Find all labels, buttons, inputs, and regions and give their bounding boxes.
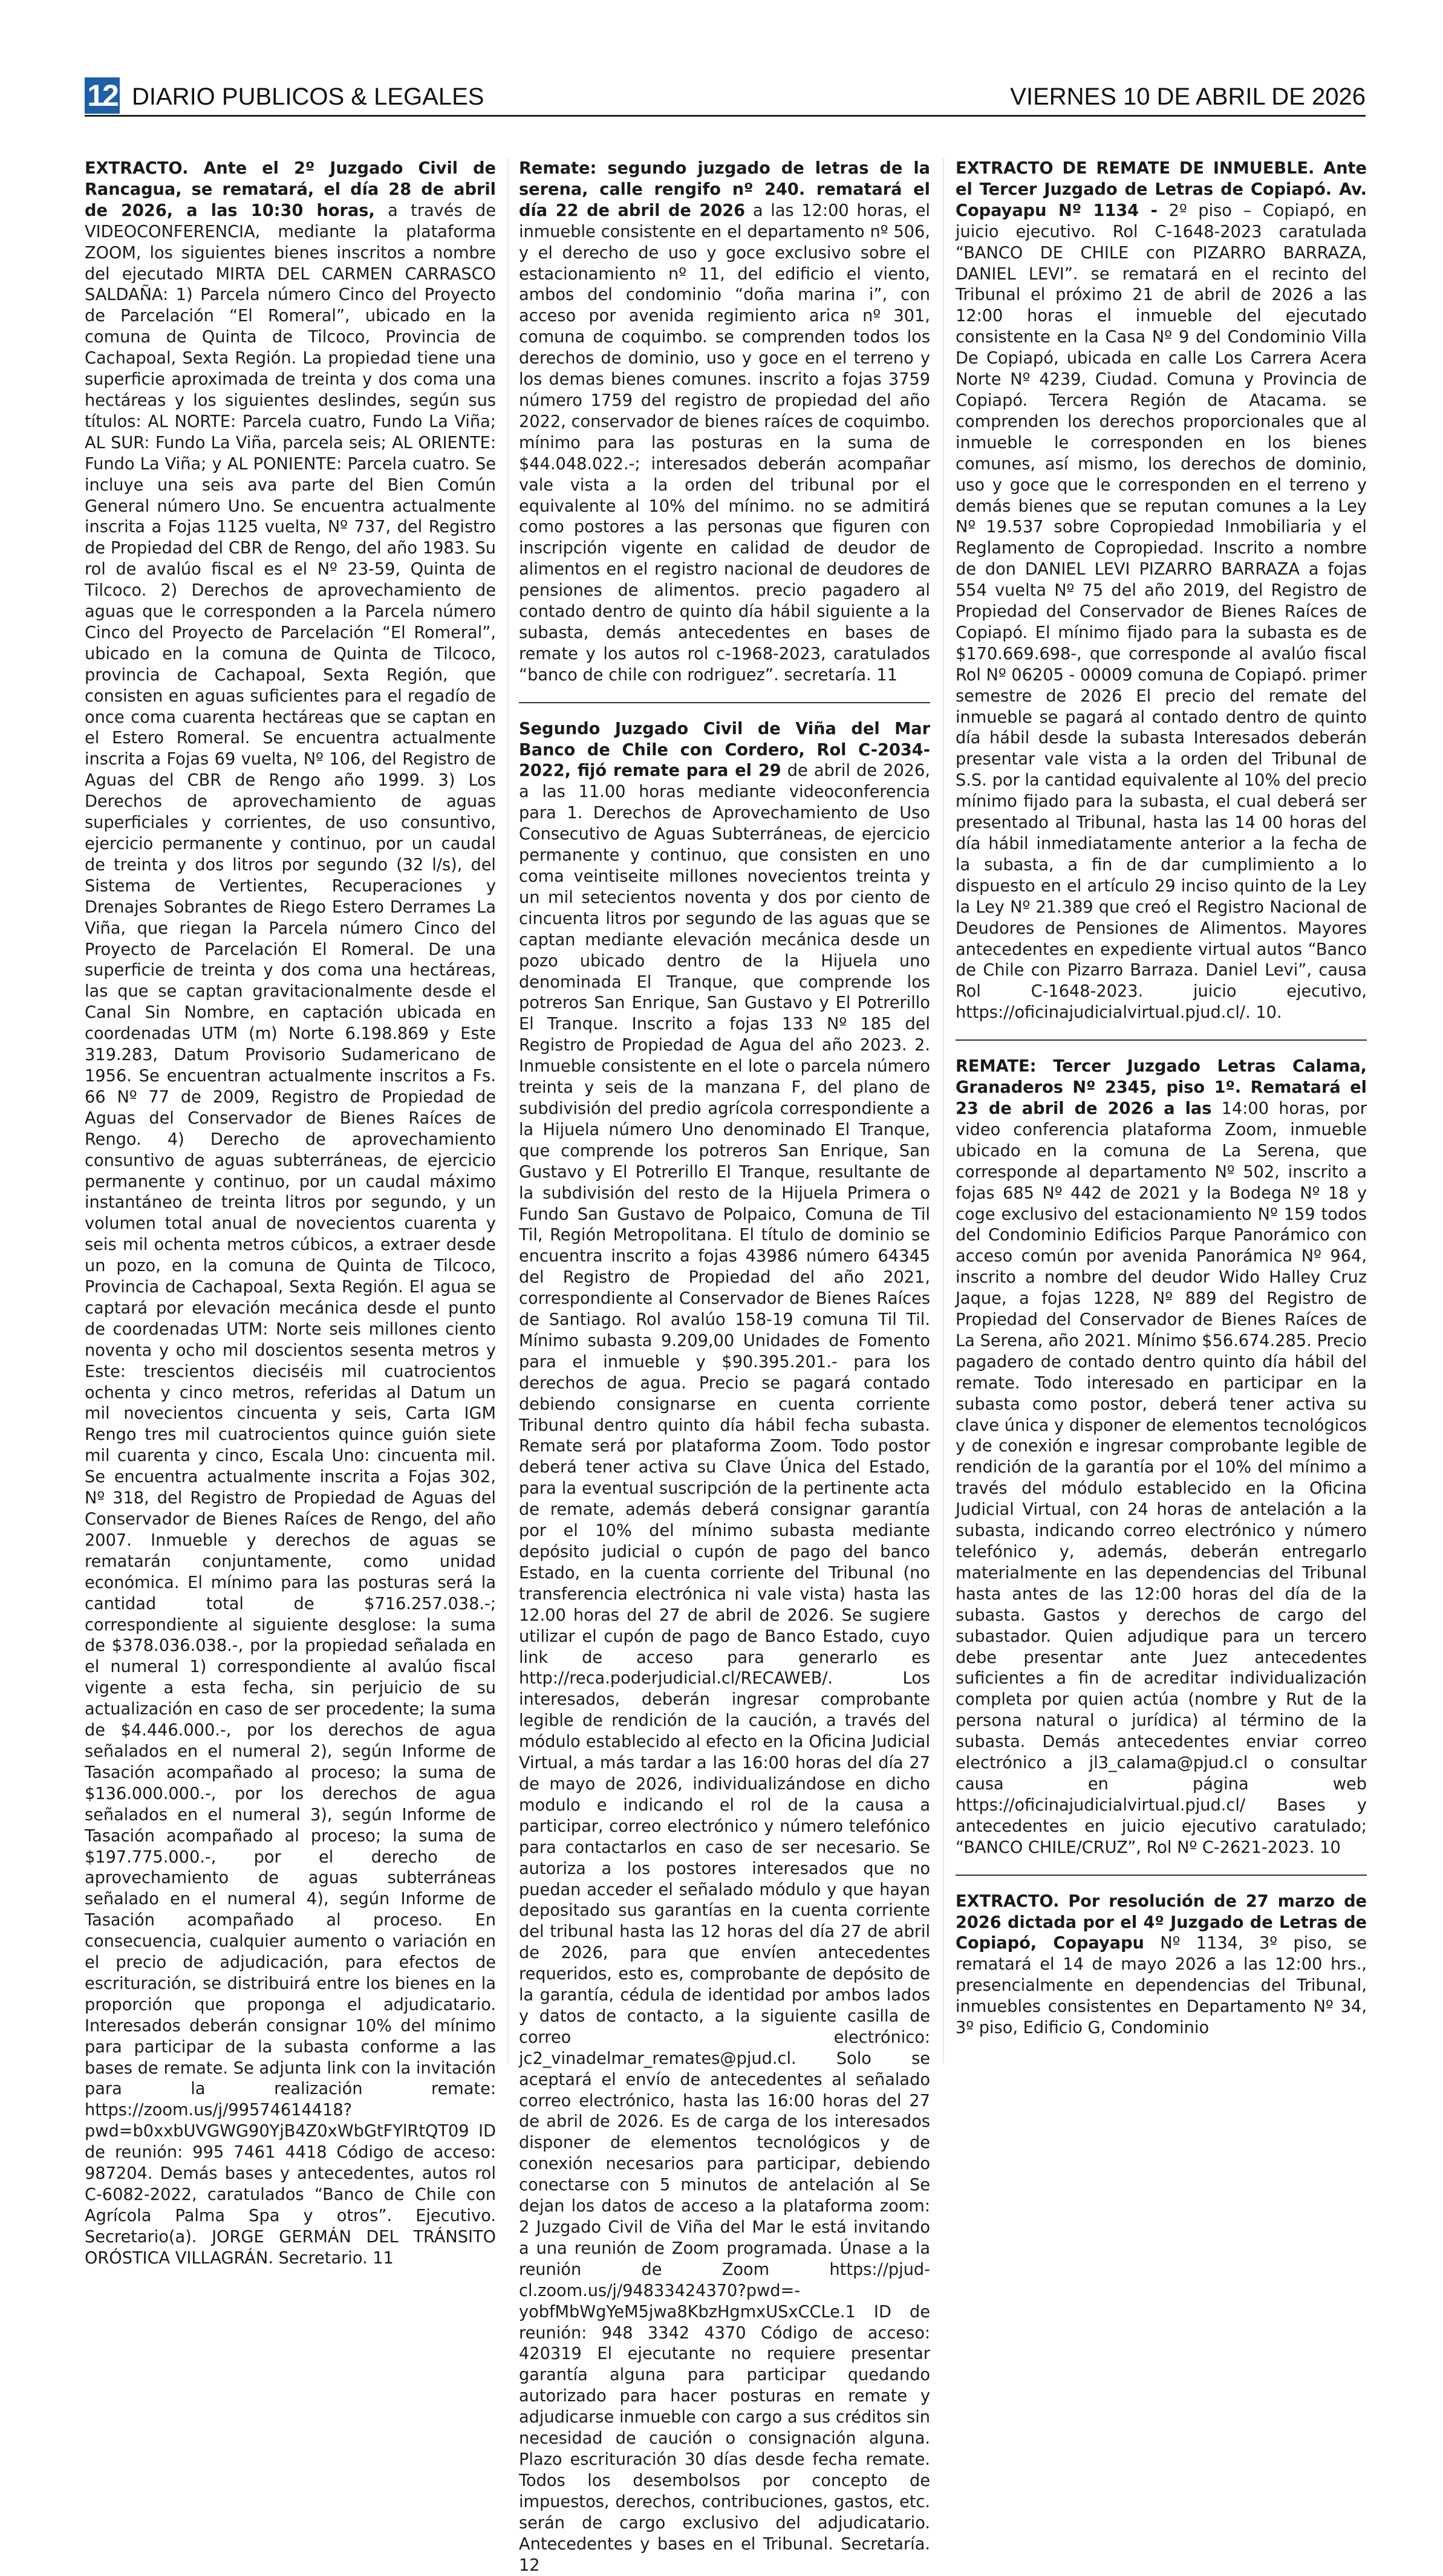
column-divider bbox=[507, 158, 509, 2063]
column-divider bbox=[943, 158, 944, 2063]
notice-body: 14:00 horas, por video conferencia plataforma Zoom, inmueble ubicado en la comuna de La Serena, que corresponde al departamento Nº 502, inscrito a fojas 685 Nº 442 de 2021 y la Bodega Nº 18 y coge exclusivo del estacionamiento Nº 159 todos del Condominio Edificios Parque Panorámico con acceso común por avenida Panorámica Nº 964, inscrito a nombre del deudor Wido Halley Cruz Jaque, a fojas 1228, Nº 889 del Registro de Propiedad del Conservador de Bienes Raíces de La Serena, año 2021. Mínimo $56.674.285. Precio pagadero de contado dentro quinto día hábil del remate. Todo interesado en participar en la subasta como postor, deberá tener activa su clave única y disponer de elementos tecnológicos y de conexión e ingresar comprobante legible de rendición de la garantía por el 10% del mínimo a través del módulo establecido en la Oficina Judicial Virtual, con 24 horas de antelación a la subasta, indicando correo electrónico y número telefónico y, además, deberán entregarlo materialmente en las dependencias del Tribunal hasta antes de las 12:00 horas del día de la subasta. Gastos y derechos de cargo del subastador. Quien adjudique para un tercero debe presentar ante Juez antecedentes suficientes a fin de acreditar individualización completa por quien actúa (nombre y Rut de la persona natural o jurídica) al término de la subasta. Demás antecedentes enviar correo electrónico a jl3_calama@pjud.cl o consultar causa en página web https://oficinajudicialvirtual.pjud.cl/ Bases y antecedentes en juicio ejecutivo caratulado; “BANCO CHILE/CRUZ”, Rol Nº C-2621-2023. 10 bbox=[956, 1099, 1367, 1857]
publication-date: VIERNES 10 DE ABRIL DE 2026 bbox=[1010, 83, 1366, 110]
column-1 bbox=[85, 158, 496, 2268]
publication-title: DIARIO PUBLICOS & LEGALES bbox=[132, 83, 484, 110]
column-2 bbox=[519, 158, 930, 2575]
legal-notice bbox=[519, 719, 930, 2576]
legal-notice bbox=[956, 1891, 1367, 2039]
notice-divider bbox=[519, 702, 930, 703]
legal-notice bbox=[519, 158, 930, 686]
page-number: 12 bbox=[85, 77, 120, 114]
notice-body: Nº 1134, 3º piso, se rematará el 14 de mayo 2026 a las 12:00 hrs., presencialmente en dependencias del Tribunal, inmuebles consistentes en Departamento Nº 34, 3º piso, Edificio G, Condominio bbox=[956, 1934, 1367, 2038]
notice-heading: EXTRACTO DE REMATE DE INMUEBLE. Ante el Tercer Juzgado de Letras de Copiapó. Av. Copayapu Nº 1134 - bbox=[956, 159, 1367, 220]
column-3 bbox=[956, 158, 1367, 2075]
notice-body: 2º piso – Copiapó, en juicio ejecutivo. Rol C-1648-2023 caratulada “BANCO DE CHILE con PIZARRO BARRAZA, DANIEL LEVI”. se rematará en el recinto del Tribunal el próximo 21 de abril de 2026 a las 12:00 horas el inmueble del ejecutado consistente en la Casa Nº 9 del Condominio Villa De Copiapó, ubicada en calle Los Carrera Acera Norte Nº 4239, Ciudad. Comuna y Provincia de Copiapó. Tercera Región de Atacama. se comprenden los derechos proporcionales que al inmueble le corresponden en los bienes comunes, así mismo, los derechos de dominio, uso y goce que le corresponden en el terreno y demás bienes que se reputan comunes a la Ley Nº 19.537 sobre Copropiedad Inmobiliaria y el Reglamento de Copropiedad. Inscrito a nombre de don DANIEL LEVI PIZARRO BARRAZA a fojas 554 vuelta Nº 75 del año 2019, del Registro de Propiedad del Conservador de Bienes Raíces de Copiapó. El mínimo fijado para la subasta es de $170.669.698-, que corresponde al avalúo fiscal Rol Nº 06205 - 00009 comuna de Copiapó. primer semestre de 2026 El precio del remate del inmueble se pagará al contado dentro de quinto día hábil desde la subasta Interesados deberán presentar vale vista a la orden del Tribunal de S.S. por la cantidad equivalente al 10% del precio mínimo fijado para la subasta, el cual deberá ser presentado al Tribunal, hasta las 14 00 horas del día hábil inmediatamente anterior a la fecha de la subasta, a fin de dar cumplimiento a lo dispuesto en el artículo 29 inciso quinto de la Ley la Ley Nº 21.389 que creó el Registro Nacional de Deudores de Pensiones de Alimentos. Mayores antecedentes en expediente virtual autos “Banco de Chile con Pizarro Barraza. Daniel Levi”, causa Rol C-1648-2023. juicio ejecutivo, https://oficinajudicialvirtual.pjud.cl/. 10. bbox=[956, 201, 1367, 1023]
legal-notice bbox=[85, 158, 496, 2269]
notice-body: de abril de 2026, a las 11.00 horas mediante videoconferencia para 1. Derechos de Aprovechamiento de Uso Consecutivo de Aguas Subterráneas, de ejercicio permanente y continuo, que consisten en uno coma veintiseite millones novecientos treinta y un mil setecientos noventa y dos por ciento de cincuenta litros por segundo de las aguas que se captan mediante elevación mecánica desde un pozo ubicado dentro de la Hijuela uno denominada El Tranque, que comprende los potreros San Enrique, San Gustavo y El Potrerillo El Tranque. Inscrito a fojas 133 Nº 185 del Registro de Propiedad de Agua del año 2023. 2. Inmueble consistente en el lote o parcela número treinta y seis de la manzana F, del plano de subdivisión del predio agrícola correspondiente a la Hijuela número Uno denominado El Tranque, que comprende los potreros San Enrique, San Gustavo y El Potrerillo El Tranque, resultante de la subdivisión del resto de la Hijuela Primera o Fundo San Gustavo de Polpaico, Comuna de Til Til, Región Metropolitana. El título de dominio se encuentra inscrito a fojas 43986 número 64345 del Registro de Propiedad del año 2021, correspondiente al Conservador de Bienes Raíces de Santiago. Rol avalúo 158-19 comuna Til Til. Mínimo subasta 9.209,00 Unidades de Fomento para el inmueble y $90.395.201.- para los derechos de agua. Precio se pagará contado debiendo consignarse en cuenta corriente Tribunal dentro quinto día hábil fecha subasta. Remate será por plataforma Zoom. Todo postor deberá tener activa su Clave Única del Estado, para la eventual suscripción de la pertinente acta de remate, además deberá consignar garantía por el 10% del mínimo subasta mediante depósito judicial o cupón de pago del banco Estado, en la cuenta corriente del Tribunal (no transferencia electrónica ni vale vista) hasta las 12.00 horas del 27 de abril de 2026. Se sugiere utilizar el cupón de pago de Banco Estado, cuyo link de acceso para generarlo es http://reca.poderjudicial.cl/RECAWEB/. Los interesados, deberán ingresar comprobante legible de rendición de la caución, a través del módulo establecido al efecto en la Oficina Judicial Virtual, a más tardar a las 16:00 horas del día 27 de mayo de 2026, individualizándose en dicho modulo e indicando el rol de la causa a participar, correo electrónico y número telefónico para contactarlos en caso de ser necesario. Se autoriza a los postores interesados que no puedan acceder el señalado módulo y que hayan depositado sus garantías en la cuenta corriente del tribunal hasta las 12 horas del día 27 de abril de 2026, para que envíen antecedentes requeridos, esto es, comprobante de depósito de la garantía, cédula de identidad por ambos lados y datos de contacto, a la siguiente casilla de correo electrónico: jc2_vinadelmar_remates@pjud.cl. Solo se aceptará el envío de antecedentes al señalado correo electrónico, hasta las 16:00 horas del 27 de abril de 2026. Es de carga de los interesados disponer de elementos tecnológicos y de conexión necesarios para participar, debiendo conectarse con 5 minutos de antelación al Se dejan los datos de acceso a la plataforma zoom: 2 Juzgado Civil de Viña del Mar le está invitando a una reunión de Zoom programada. Únase a la reunión de Zoom https://pjud-cl.zoom.us/j/94833424370?pwd=-yobfMbWgYeM5jwa8KbzHgmxUSxCCLe.1 ID de reunión: 948 3342 4370 Código de acceso: 420319 El ejecutante no requiere presentar garantía alguna para participar quedando autorizado para hacer posturas en remate y adjudicarse inmueble con cargo a sus créditos sin necesidad de caución o consignación alguna. Plazo escrituración 30 días desde fecha remate. Todos los desembolsos por concepto de impuestos, derechos, contribuciones, gastos, etc. serán de cargo exclusivo del adjudicatario. Antecedentes y bases en el Tribunal. Secretaría. 12 bbox=[519, 761, 930, 2575]
notice-heading: EXTRACTO. Por resolución de 27 marzo de 2026 dictada por el 4º Juzgado de Letras de Copiapó, Copayapu bbox=[956, 1891, 1367, 1953]
notice-heading: EXTRACTO. Ante el 2º Juzgado Civil de Rancagua, se rematará, el día 28 de abril de 2026, a las 10:30 horas, bbox=[85, 159, 496, 220]
legal-notice bbox=[956, 1056, 1367, 1858]
notice-divider bbox=[956, 1039, 1367, 1041]
header-divider bbox=[85, 115, 1366, 117]
notice-body: a las 12:00 horas, el inmueble consistente en el departamento nº 506, y el derecho de uso y goce exclusivo sobre el estacionamiento nº 11, del edificio el viento, ambos del condominio “doña marina i”, con acceso por avenida regimiento arica nº 301, comuna de coquimbo. se comprenden todos los derechos de dominio, uso y goce en el terreno y los demas bienes comunes. inscrito a fojas 3759 número 1759 del registro de propiedad del año 2022, conservador de bienes raíces de coquimbo. mínimo para las posturas en la suma de $44.048.022.-; interesados deberán acompañar vale vista a la orden del tribunal por el equivalente al 10% del mínimo. no se admitirá como postores a las personas que figuren con inscripción vigente en calidad de deudor de alimentos en el registro nacional de deudores de pensiones de alimentos. precio pagadero al contado dentro de quinto día hábil siguiente a la subasta, demás antecedentes en bases de remate y los autos rol c-1968-2023, caratulados “banco de chile con rodriguez”. secretaría. 11 bbox=[519, 201, 930, 685]
legal-notice bbox=[956, 158, 1367, 1024]
notice-divider bbox=[956, 1875, 1367, 1876]
page-header bbox=[85, 77, 1366, 114]
notice-body: a través de VIDEOCONFERENCIA, mediante la plataforma ZOOM, los siguientes bienes inscritos a nombre del ejecutado MIRTA DEL CARMEN CARRASCO SALDAÑA: 1) Parcela número Cinco del Proyecto de Parcelación “El Romeral”, ubicado en la comuna de Quinta de Tilcoco, Provincia de Cachapoal, Sexta Región. La propiedad tiene una superficie aproximada de treinta y dos coma una hectáreas y los siguientes deslindes, según sus títulos: AL NORTE: Parcela cuatro, Fundo La Viña; AL SUR: Fundo La Viña, parcela seis; AL ORIENTE: Fundo La Viña; y AL PONIENTE: Parcela cuatro. Se incluye una seis ava parte del Bien Común General número Uno. Se encuentra actualmente inscrita a Fojas 1125 vuelta, Nº 737, del Registro de Propiedad del CBR de Rengo, del año 1983. Su rol de avalúo fiscal es el Nº 23-59, Quinta de Tilcoco. 2) Derechos de aprovechamiento de aguas que le corresponden a la Parcela número Cinco del Proyecto de Parcelación “El Romeral”, ubicado en la comuna de Quinta de Tilcoco, provincia de Cachapoal, Sexta Región, que consisten en aguas suficientes para el regadío de once coma cuarenta hectáreas que se captan en el Estero Romeral. Se encuentra actualmente inscrita a Fojas 69 vuelta, Nº 106, del Registro de Aguas del CBR de Rengo año 1999. 3) Los Derechos de aprovechamiento de aguas superficiales y corrientes, de uso consuntivo, ejercicio permanente y continuo, por un caudal de treinta y dos litros por segundo (32 l/s), del Sistema de Vertientes, Recuperaciones y Drenajes Sobrantes de Riego Estero Derrames La Viña, que riegan la Parcela número Cinco del Proyecto de Parcelación El Romeral. De una superficie de treinta y dos coma una hectáreas, las que se captan gravitacionalmente desde el Canal Sin Nombre, en captación ubicada en coordenadas UTM (m) Norte 6.198.869 y Este 319.283, Datum Provisorio Sudamericano de 1956. Se encuentran actualmente inscritos a Fs. 66 Nº 77 de 2009, Registro de Propiedad de Aguas del Conservador de Bienes Raíces de Rengo. 4) Derecho de aprovechamiento consuntivo de aguas subterráneas, de ejercicio permanente y continuo, por un caudal máximo instantáneo de treinta litros por segundo, y un volumen total anual de novecientos cuarenta y seis mil ochenta metros cúbicos, a extraer desde un pozo, en la comuna de Quinta de Tilcoco, Provincia de Cachapoal, Sexta Región. El agua se captará por elevación mecánica desde el punto de coordenadas UTM: Norte seis millones ciento noventa y ocho mil doscientos sesenta metros y Este: trescientos dieciséis mil cuatrocientos ochenta y cinco metros, referidas al Datum un mil novecientos cincuenta y seis, Carta IGM Rengo tres mil cuatrocientos quince guión siete mil cuarenta y cinco, Escala Uno: cincuenta mil. Se encuentra actualmente inscrita a Fojas 302, Nº 318, del Registro de Propiedad de Aguas del Conservador de Bienes Raíces de Rengo, del año 2007. Inmueble y derechos de aguas se rematarán conjuntamente, como unidad económica. El mínimo para las posturas será la cantidad total de $716.257.038.-; correspondiente al siguiente desglose: la suma de $378.036.038.-, por la propiedad señalada en el numeral 1) correspondiente al avalúo fiscal vigente a esta fecha, sin perjuicio de su actualización en caso de ser procedente; la suma de $4.446.000.-, por los derechos de agua señalados en el numeral 2), según Informe de Tasación acompañado al proceso; la suma de $136.000.000.-, por los derechos de agua señalados en el numeral 3), según Informe de Tasación acompañado al proceso; la suma de $197.775.000.-, por el derecho de aprovechamiento de aguas subterráneas señalado en el numeral 4), según Informe de Tasación acompañado al proceso. En consecuencia, cualquier aumento o variación en el precio de adjudicación, para efectos de escrituración, se distribuirá entre los bienes en la proporción que proponga el adjudicatario. Interesados deberán consignar 10% del mínimo para participar de la subasta conforme a las bases de remate. Se adjunta link con la invitación para la realización remate: https://zoom.us/j/99574614418?pwd=b0xxbUVGWG90YjB4Z0xWbGtFYlRtQT09 ID de reunión: 995 7461 4418 Código de acceso: 987204. Demás bases y antecedentes, autos rol C-6082-2022, caratulados “Banco de Chile con Agrícola Palma Spa y otros”. Ejecutivo. Secretario(a). JORGE GERMÁN DEL TRÁNSITO ORÓSTICA VILLAGRÁN. Secretario. 11 bbox=[85, 201, 496, 2268]
notice-heading: Remate: segundo juzgado de letras de la serena, calle rengifo nº 240. rematará el día 22 de abril de 2026 bbox=[519, 159, 930, 220]
notice-heading: REMATE: Tercer Juzgado Letras Calama, Granaderos Nº 2345, piso 1º. Rematará el 23 de abril de 2026 a las bbox=[956, 1057, 1367, 1118]
notice-heading: Segundo Juzgado Civil de Viña del Mar Banco de Chile con Cordero, Rol C-2034-2022, fijó remate para el 29 bbox=[519, 719, 930, 781]
